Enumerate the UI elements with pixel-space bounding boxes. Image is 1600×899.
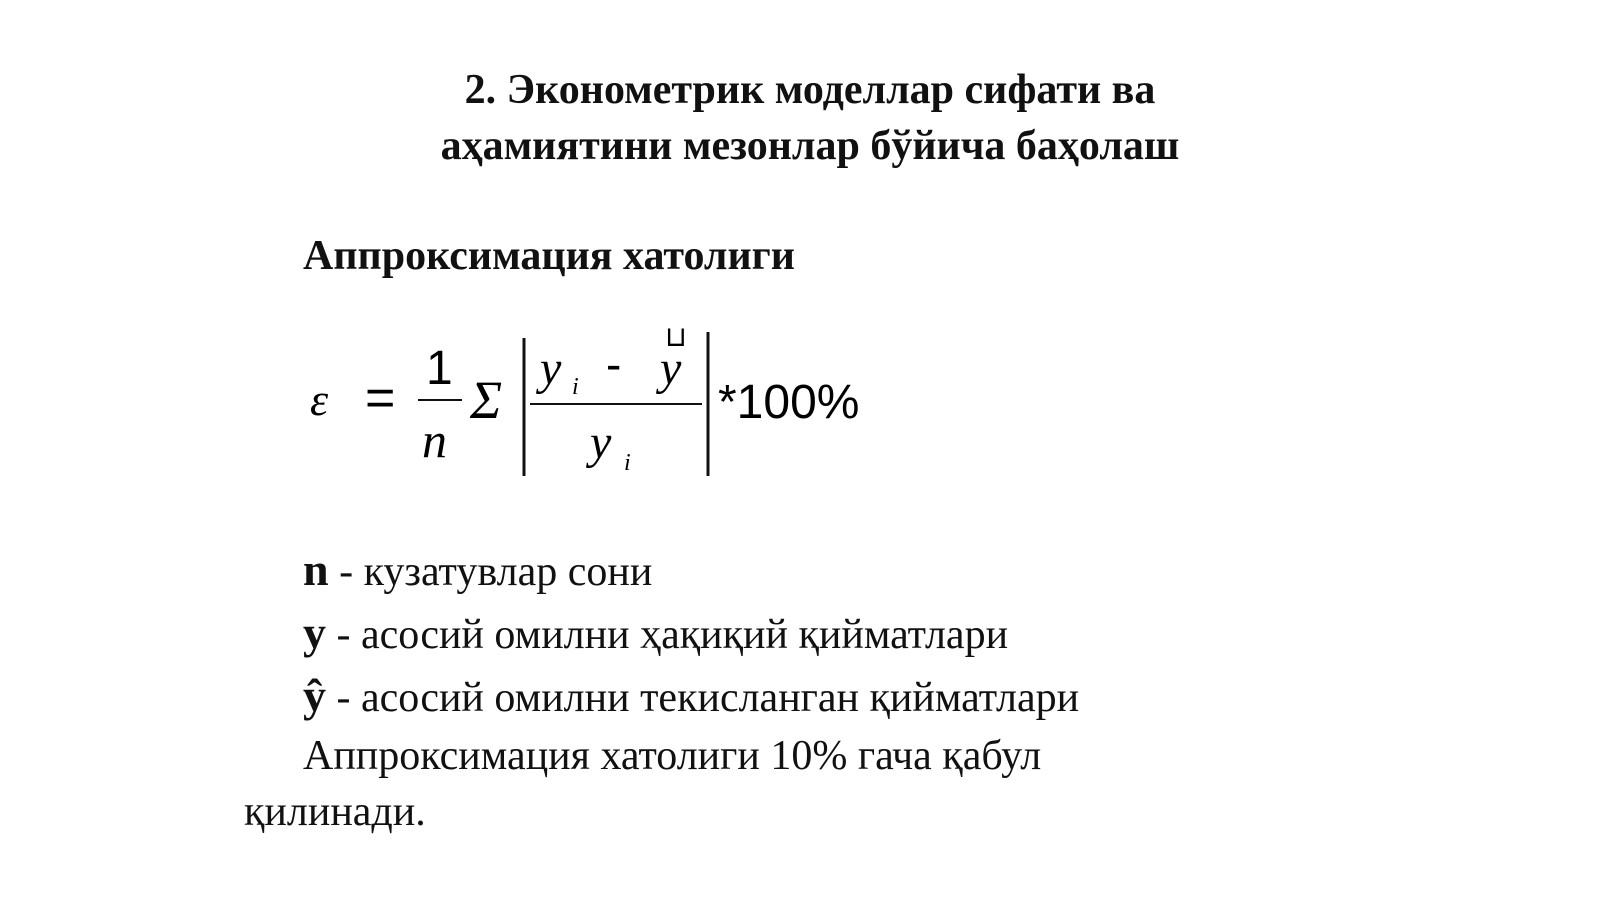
formula-y-hat: y xyxy=(660,342,682,395)
formula-epsilon: ε xyxy=(310,374,329,425)
definition-n-text: - кузатувлар сони xyxy=(328,549,653,595)
approximation-error-formula xyxy=(310,318,950,488)
formula-times-100-percent: *100% xyxy=(718,376,860,429)
definition-yhat-text: - асосий омилни текисланган қийматлари xyxy=(326,675,1080,721)
acceptance-note-line-1: Аппроксимация хатолиги 10% гача қабул xyxy=(303,733,1042,779)
definition-y-symbol: y xyxy=(303,607,326,658)
section-heading: Аппроксимация хатолиги xyxy=(303,233,795,279)
formula-equals: = xyxy=(365,369,396,427)
definition-yhat xyxy=(303,668,1079,726)
title-line-1: 2. Эконометрик моделлар сифати ва xyxy=(464,67,1156,113)
definition-yhat-symbol: ŷ xyxy=(303,670,326,721)
formula-svg xyxy=(310,318,950,488)
formula-hat-mark: ⊔ xyxy=(665,321,687,352)
formula-denominator-n: n xyxy=(422,412,447,468)
formula-minus: - xyxy=(606,338,622,390)
formula-sub-i-numerator: i xyxy=(572,374,579,400)
formula-y-numerator: y xyxy=(540,342,562,395)
title-line-2: аҳамиятини мезонлар бўйича баҳолаш xyxy=(440,123,1180,169)
formula-numerator-one: 1 xyxy=(426,342,453,395)
definition-y-text: - асосий омилни ҳақиқий қийматлари xyxy=(326,612,1009,658)
definition-n-symbol: n xyxy=(303,544,329,595)
slide-title xyxy=(380,62,1240,174)
definition-y xyxy=(303,605,1008,663)
acceptance-note-line-2: қилинади. xyxy=(244,789,426,835)
formula-sum-sign: Σ xyxy=(470,370,503,430)
acceptance-note xyxy=(244,728,1144,840)
definition-n xyxy=(303,542,652,600)
formula-y-denominator: y xyxy=(590,416,612,469)
formula-sub-i-denominator: i xyxy=(624,450,631,476)
